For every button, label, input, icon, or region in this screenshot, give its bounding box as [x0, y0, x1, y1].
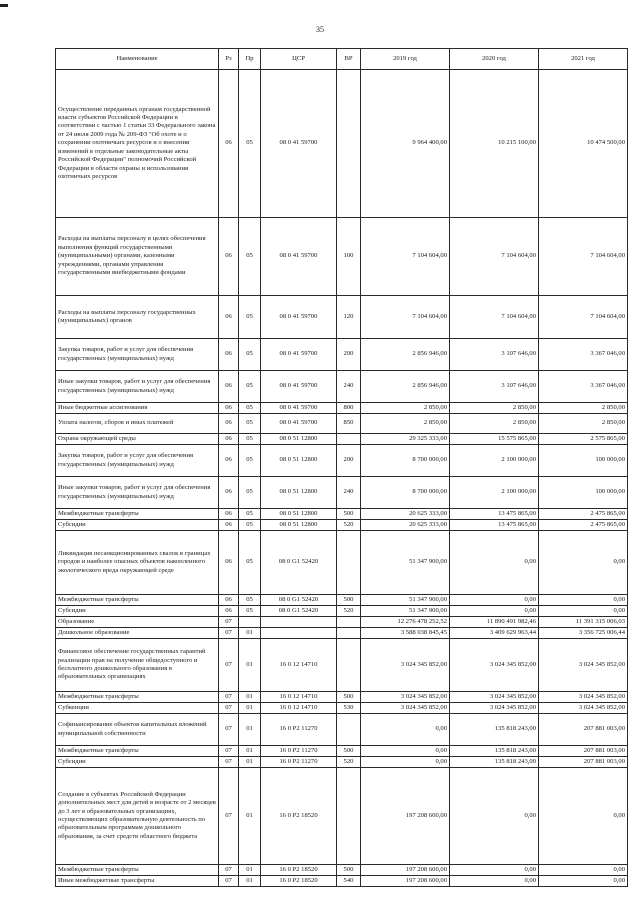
vr-cell: 500	[337, 865, 361, 876]
amount-cell-2019: 197 208 600,00	[361, 876, 450, 887]
amount-cell-2020: 2 850,00	[450, 414, 539, 434]
pr-cell: 05	[239, 414, 261, 434]
pr-cell: 05	[239, 595, 261, 606]
pr-cell: 05	[239, 70, 261, 218]
amount-cell-2021: 3 024 345 852,00	[539, 703, 628, 714]
pr-cell: 05	[239, 218, 261, 296]
table-row	[56, 218, 628, 296]
rz-cell: 06	[219, 434, 239, 445]
rz-cell: 07	[219, 692, 239, 703]
amount-cell-2021: 3 024 345 852,00	[539, 692, 628, 703]
amount-cell-2019: 3 024 345 852,00	[361, 692, 450, 703]
table-row	[56, 757, 628, 768]
amount-cell-2020: 3 024 345 852,00	[450, 639, 539, 692]
header-rz: Рз	[219, 49, 239, 70]
amount-cell-2020: 15 575 865,00	[450, 434, 539, 445]
amount-cell-2021: 3 367 046,00	[539, 339, 628, 371]
table-row	[56, 876, 628, 887]
csr-cell: 08 0 41 59700	[261, 403, 337, 414]
table-row	[56, 746, 628, 757]
amount-cell-2021: 0,00	[539, 531, 628, 595]
vr-cell: 240	[337, 371, 361, 403]
rz-cell: 07	[219, 865, 239, 876]
amount-cell-2020: 2 850,00	[450, 403, 539, 414]
row-name-cell: Охрана окружающей среды	[56, 434, 219, 445]
scan-corner-mark	[0, 4, 8, 7]
row-name-cell: Межбюджетные трансферты	[56, 692, 219, 703]
amount-cell-2021: 7 104 604,00	[539, 296, 628, 339]
rz-cell: 06	[219, 520, 239, 531]
amount-cell-2020: 0,00	[450, 876, 539, 887]
pr-cell: 01	[239, 768, 261, 865]
rz-cell: 07	[219, 757, 239, 768]
pr-cell	[239, 617, 261, 628]
amount-cell-2019: 20 625 333,00	[361, 520, 450, 531]
amount-cell-2020: 135 818 243,00	[450, 757, 539, 768]
csr-cell	[261, 617, 337, 628]
table-row	[56, 296, 628, 339]
pr-cell: 01	[239, 746, 261, 757]
rz-cell: 07	[219, 876, 239, 887]
pr-cell: 05	[239, 434, 261, 445]
amount-cell-2021: 0,00	[539, 876, 628, 887]
amount-cell-2021: 2 475 865,00	[539, 520, 628, 531]
amount-cell-2021: 100 000,00	[539, 445, 628, 477]
amount-cell-2019: 2 856 946,00	[361, 371, 450, 403]
pr-cell: 05	[239, 531, 261, 595]
header-name: Наименование	[56, 49, 219, 70]
csr-cell: 08 0 41 59700	[261, 339, 337, 371]
amount-cell-2020: 0,00	[450, 768, 539, 865]
vr-cell: 100	[337, 218, 361, 296]
row-name-cell: Иные бюджетные ассигнования	[56, 403, 219, 414]
amount-cell-2020: 0,00	[450, 606, 539, 617]
vr-cell: 520	[337, 757, 361, 768]
table-row	[56, 339, 628, 371]
table-row	[56, 531, 628, 595]
table-row	[56, 403, 628, 414]
csr-cell: 08 0 41 59700	[261, 371, 337, 403]
amount-cell-2021: 2 575 865,00	[539, 434, 628, 445]
pr-cell: 05	[239, 339, 261, 371]
amount-cell-2019: 3 024 345 852,00	[361, 703, 450, 714]
amount-cell-2020: 2 100 000,00	[450, 445, 539, 477]
pr-cell: 05	[239, 445, 261, 477]
table-row	[56, 639, 628, 692]
table-row	[56, 520, 628, 531]
row-name-cell: Субсидии	[56, 606, 219, 617]
rz-cell: 06	[219, 445, 239, 477]
row-name-cell: Межбюджетные трансферты	[56, 865, 219, 876]
pr-cell: 05	[239, 509, 261, 520]
rz-cell: 06	[219, 339, 239, 371]
header-2021: 2021 год	[539, 49, 628, 70]
csr-cell: 08 0 G1 52420	[261, 531, 337, 595]
pr-cell: 05	[239, 403, 261, 414]
vr-cell: 530	[337, 703, 361, 714]
csr-cell	[261, 628, 337, 639]
page-number: 35	[316, 25, 324, 34]
amount-cell-2019: 8 700 000,00	[361, 477, 450, 509]
rz-cell: 06	[219, 218, 239, 296]
row-name-cell: Иные межбюджетные трансферты	[56, 876, 219, 887]
amount-cell-2021: 2 475 865,00	[539, 509, 628, 520]
amount-cell-2019: 51 347 900,00	[361, 606, 450, 617]
pr-cell: 05	[239, 296, 261, 339]
csr-cell: 08 0 41 59700	[261, 414, 337, 434]
vr-cell	[337, 531, 361, 595]
table-header-row	[56, 49, 628, 70]
vr-cell	[337, 714, 361, 746]
csr-cell: 08 0 51 12800	[261, 520, 337, 531]
row-name-cell: Дошкольное образование	[56, 628, 219, 639]
row-name-cell: Субсидии	[56, 520, 219, 531]
amount-cell-2019: 20 625 333,00	[361, 509, 450, 520]
csr-cell: 08 0 41 59700	[261, 70, 337, 218]
amount-cell-2020: 3 107 646,00	[450, 371, 539, 403]
rz-cell: 06	[219, 70, 239, 218]
row-name-cell: Создание в субъектах Российской Федерации дополнительных мест для детей в возрасте от 2 месяцев до 3 лет в образовательных организациях, осуществляющих образовательную деятельность по образовательным программам дошкольного образования, за счет средств областного бюджета	[56, 768, 219, 865]
rz-cell: 07	[219, 617, 239, 628]
table-row	[56, 70, 628, 218]
vr-cell	[337, 434, 361, 445]
row-name-cell: Закупка товаров, работ и услуг для обеспечения государственных (муниципальных) нужд	[56, 339, 219, 371]
budget-table	[55, 48, 628, 887]
vr-cell: 500	[337, 746, 361, 757]
csr-cell: 16 0 P2 11270	[261, 757, 337, 768]
amount-cell-2020: 10 215 100,00	[450, 70, 539, 218]
header-2020: 2020 год	[450, 49, 539, 70]
row-name-cell: Иные закупки товаров, работ и услуг для обеспечения государственных (муниципальных) нужд	[56, 371, 219, 403]
vr-cell: 520	[337, 606, 361, 617]
vr-cell: 120	[337, 296, 361, 339]
csr-cell: 08 0 51 12800	[261, 509, 337, 520]
table-row	[56, 865, 628, 876]
pr-cell: 01	[239, 757, 261, 768]
amount-cell-2021: 3 024 345 852,00	[539, 639, 628, 692]
amount-cell-2021: 3 356 725 006,44	[539, 628, 628, 639]
amount-cell-2019: 197 208 600,00	[361, 768, 450, 865]
amount-cell-2020: 2 100 000,00	[450, 477, 539, 509]
row-name-cell: Межбюджетные трансферты	[56, 509, 219, 520]
row-name-cell: Межбюджетные трансферты	[56, 595, 219, 606]
rz-cell: 07	[219, 639, 239, 692]
csr-cell: 08 0 51 12800	[261, 477, 337, 509]
csr-cell: 16 0 P2 18520	[261, 865, 337, 876]
rz-cell: 06	[219, 414, 239, 434]
amount-cell-2020: 13 475 865,00	[450, 509, 539, 520]
header-2019: 2019 год	[361, 49, 450, 70]
table-row	[56, 617, 628, 628]
vr-cell: 500	[337, 595, 361, 606]
table-row	[56, 703, 628, 714]
rz-cell: 06	[219, 509, 239, 520]
vr-cell: 500	[337, 509, 361, 520]
pr-cell: 01	[239, 703, 261, 714]
amount-cell-2020: 0,00	[450, 531, 539, 595]
row-name-cell: Межбюджетные трансферты	[56, 746, 219, 757]
rz-cell: 07	[219, 746, 239, 757]
vr-cell: 520	[337, 520, 361, 531]
amount-cell-2020: 3 024 345 852,00	[450, 692, 539, 703]
row-name-cell: Субсидии	[56, 757, 219, 768]
amount-cell-2019: 2 850,00	[361, 414, 450, 434]
rz-cell: 06	[219, 531, 239, 595]
amount-cell-2021: 0,00	[539, 595, 628, 606]
table-row	[56, 509, 628, 520]
amount-cell-2019: 0,00	[361, 746, 450, 757]
amount-cell-2020: 135 818 243,00	[450, 746, 539, 757]
table-body	[56, 70, 628, 887]
row-name-cell: Субвенции	[56, 703, 219, 714]
table-row	[56, 606, 628, 617]
vr-cell: 850	[337, 414, 361, 434]
amount-cell-2020: 135 818 243,00	[450, 714, 539, 746]
rz-cell: 06	[219, 296, 239, 339]
pr-cell: 05	[239, 371, 261, 403]
row-name-cell: Закупка товаров, работ и услуг для обеспечения государственных (муниципальных) нужд	[56, 445, 219, 477]
amount-cell-2019: 7 104 604,00	[361, 218, 450, 296]
amount-cell-2019: 3 588 038 845,45	[361, 628, 450, 639]
amount-cell-2019: 7 104 604,00	[361, 296, 450, 339]
amount-cell-2020: 7 104 604,00	[450, 218, 539, 296]
row-name-cell: Осуществление переданных органам государственной власти субъектов Российской Федерации в соответствии с частью 1 статьи 33 Федерального закона от 24 июля 2009 года № 209-ФЗ "Об охоте и о сохранении охотничьих ресурсов и о внесении изменений в отдельные законодательные акты Российской Федерации" полномочий Российской Федерации в области охраны и использования охотничьих ресурсов	[56, 70, 219, 218]
table-row	[56, 434, 628, 445]
vr-cell: 200	[337, 445, 361, 477]
amount-cell-2020: 0,00	[450, 595, 539, 606]
pr-cell: 01	[239, 876, 261, 887]
row-name-cell: Иные закупки товаров, работ и услуг для обеспечения государственных (муниципальных) нужд	[56, 477, 219, 509]
amount-cell-2019: 12 276 478 252,52	[361, 617, 450, 628]
amount-cell-2020: 13 475 865,00	[450, 520, 539, 531]
csr-cell: 08 0 51 12800	[261, 434, 337, 445]
vr-cell	[337, 768, 361, 865]
amount-cell-2021: 7 104 604,00	[539, 218, 628, 296]
pr-cell: 01	[239, 692, 261, 703]
amount-cell-2020: 7 104 604,00	[450, 296, 539, 339]
csr-cell: 08 0 G1 52420	[261, 595, 337, 606]
amount-cell-2019: 29 325 333,00	[361, 434, 450, 445]
table-row	[56, 414, 628, 434]
amount-cell-2021: 2 850,00	[539, 403, 628, 414]
csr-cell: 08 0 51 12800	[261, 445, 337, 477]
table-row	[56, 477, 628, 509]
csr-cell: 16 0 P2 18520	[261, 768, 337, 865]
pr-cell: 01	[239, 714, 261, 746]
amount-cell-2021: 11 391 315 006,03	[539, 617, 628, 628]
table-row	[56, 445, 628, 477]
pr-cell: 05	[239, 520, 261, 531]
pr-cell: 05	[239, 477, 261, 509]
vr-cell: 540	[337, 876, 361, 887]
rz-cell: 07	[219, 768, 239, 865]
pr-cell: 05	[239, 606, 261, 617]
row-name-cell: Ликвидация несанкционированных свалок в границах городов и наиболее опасных объектов накопленного экологического вреда окружающей среде	[56, 531, 219, 595]
vr-cell: 240	[337, 477, 361, 509]
rz-cell: 06	[219, 403, 239, 414]
rz-cell: 07	[219, 703, 239, 714]
csr-cell: 08 0 G1 52420	[261, 606, 337, 617]
amount-cell-2021: 100 000,00	[539, 477, 628, 509]
row-name-cell: Уплата налогов, сборов и иных платежей	[56, 414, 219, 434]
amount-cell-2019: 8 700 000,00	[361, 445, 450, 477]
table-row	[56, 692, 628, 703]
table-row	[56, 595, 628, 606]
table-row	[56, 371, 628, 403]
pr-cell: 01	[239, 639, 261, 692]
amount-cell-2021: 0,00	[539, 865, 628, 876]
vr-cell: 800	[337, 403, 361, 414]
rz-cell: 06	[219, 606, 239, 617]
amount-cell-2019: 0,00	[361, 714, 450, 746]
amount-cell-2019: 2 850,00	[361, 403, 450, 414]
row-name-cell: Расходы на выплаты персоналу в целях обеспечения выполнения функций государственными (муниципальными) органами, казенными учреждениями, органами управления государственными внебюджетными фондами	[56, 218, 219, 296]
csr-cell: 16 0 12 14710	[261, 639, 337, 692]
amount-cell-2021: 0,00	[539, 768, 628, 865]
amount-cell-2019: 0,00	[361, 757, 450, 768]
amount-cell-2019: 9 964 400,00	[361, 70, 450, 218]
header-pr: Пр	[239, 49, 261, 70]
vr-cell: 200	[337, 339, 361, 371]
amount-cell-2020: 3 409 629 963,44	[450, 628, 539, 639]
vr-cell	[337, 70, 361, 218]
amount-cell-2020: 3 024 345 852,00	[450, 703, 539, 714]
rz-cell: 07	[219, 714, 239, 746]
vr-cell	[337, 617, 361, 628]
pr-cell: 01	[239, 628, 261, 639]
amount-cell-2020: 3 107 646,00	[450, 339, 539, 371]
amount-cell-2020: 0,00	[450, 865, 539, 876]
csr-cell: 16 0 P2 11270	[261, 746, 337, 757]
csr-cell: 16 0 12 14710	[261, 692, 337, 703]
amount-cell-2021: 207 881 003,00	[539, 757, 628, 768]
csr-cell: 16 0 P2 11270	[261, 714, 337, 746]
amount-cell-2021: 207 881 003,00	[539, 746, 628, 757]
amount-cell-2019: 51 347 900,00	[361, 531, 450, 595]
amount-cell-2021: 2 850,00	[539, 414, 628, 434]
amount-cell-2019: 51 347 900,00	[361, 595, 450, 606]
amount-cell-2021: 207 881 003,00	[539, 714, 628, 746]
csr-cell: 08 0 41 59700	[261, 296, 337, 339]
pr-cell: 01	[239, 865, 261, 876]
vr-cell	[337, 639, 361, 692]
rz-cell: 07	[219, 628, 239, 639]
header-csr: ЦСР	[261, 49, 337, 70]
amount-cell-2021: 3 367 046,00	[539, 371, 628, 403]
row-name-cell: Софинансирование объектов капитальных вложений муниципальной собственности	[56, 714, 219, 746]
table-row	[56, 628, 628, 639]
amount-cell-2019: 197 208 600,00	[361, 865, 450, 876]
csr-cell: 08 0 41 59700	[261, 218, 337, 296]
row-name-cell: Образование	[56, 617, 219, 628]
amount-cell-2020: 11 890 491 982,46	[450, 617, 539, 628]
row-name-cell: Расходы на выплаты персоналу государственных (муниципальных) органов	[56, 296, 219, 339]
row-name-cell: Финансовое обеспечение государственных гарантий реализации прав на получение общедоступного и бесплатного дошкольного образования в образовательных организациях	[56, 639, 219, 692]
rz-cell: 06	[219, 477, 239, 509]
amount-cell-2021: 10 474 500,00	[539, 70, 628, 218]
header-vr: ВР	[337, 49, 361, 70]
vr-cell	[337, 628, 361, 639]
amount-cell-2019: 3 024 345 852,00	[361, 639, 450, 692]
rz-cell: 06	[219, 371, 239, 403]
csr-cell: 16 0 P2 18520	[261, 876, 337, 887]
rz-cell: 06	[219, 595, 239, 606]
vr-cell: 500	[337, 692, 361, 703]
amount-cell-2019: 2 856 946,00	[361, 339, 450, 371]
table-row	[56, 714, 628, 746]
amount-cell-2021: 0,00	[539, 606, 628, 617]
csr-cell: 16 0 12 14710	[261, 703, 337, 714]
table-row	[56, 768, 628, 865]
